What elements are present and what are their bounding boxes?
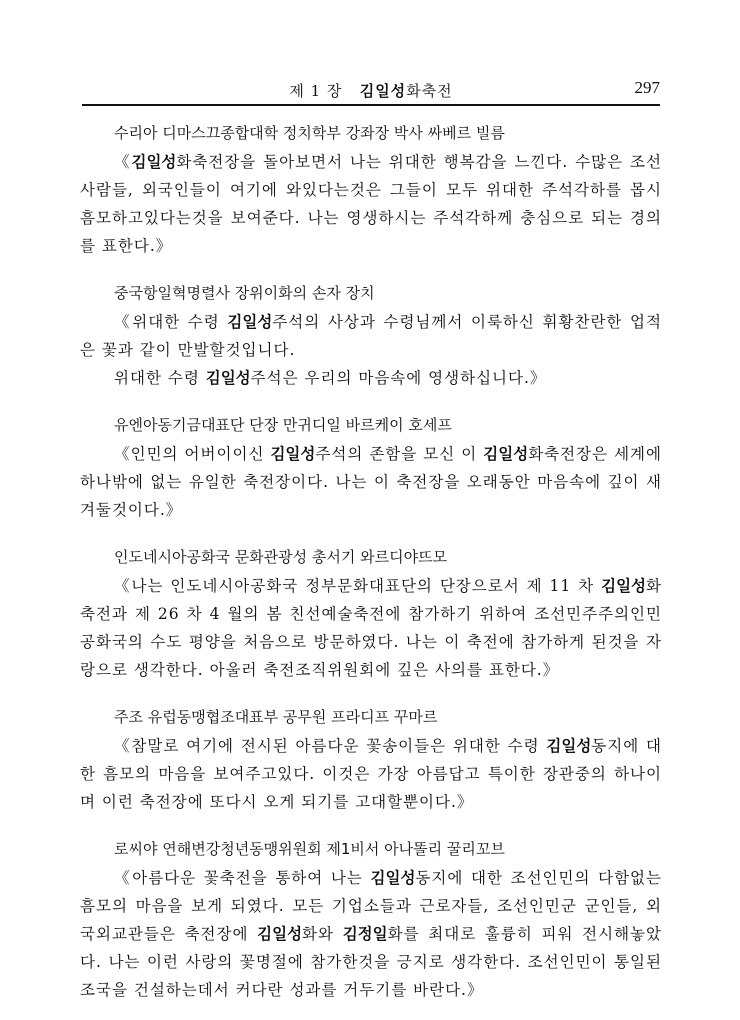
quote-text: 《참말로 여기에 전시된 아름다운 꽃송이들은 위대한 수령: [114, 737, 547, 755]
header-title-rest: 화축전: [406, 82, 453, 100]
quote-entry: [80, 542, 662, 684]
quote-text: 화축전장을 돌아보면서 나는 위대한 행복감을 느낀다. 수많은 조선사람들, 외국인들이 여기에 와있다는것은 그들이 모두 위대한 주석각하를 몹시 흠모하고있다는것을 보여준다. 나는 영생하시는 주석각하께 충심으로 되는 경의를 표한다.》: [80, 153, 662, 255]
quote-paragraph: [80, 440, 662, 524]
quote-text: 동지에 대한 흠모의 마음을 보여주고있다. 이것은 가장 아름답고 특이한 장관중의 하나이며 이런 축전장에 또다시 오게 되기를 고대할뿐이다.》: [80, 737, 662, 811]
emphasized-name: 김정일: [342, 925, 388, 943]
quote-text: 화축전과 제 26 차 4 월의 봄 친선예술축전에 참가하기 위하여 조선민주주의인민공화국의 수도 평양을 처음으로 방문하였다. 나는 이 축전에 참가하게 된것을 자랑으로 생각한다. 아울러 축전조직위원회에 깊은 사의를 표한다.》: [80, 577, 662, 679]
entry-spacer: [80, 392, 662, 410]
entry-spacer: [80, 816, 662, 834]
speaker-attribution: 중국항일혁명렬사 장위이화의 손자 장치: [114, 284, 375, 302]
quote-text: 주석은 우리의 마음속에 영생하십니다.》: [250, 369, 547, 387]
quote-text: 《나는 인도네시아공화국 정부문화대표단의 단장으로서 제 11 차: [114, 577, 602, 595]
emphasized-name: 김일성: [257, 925, 303, 943]
emphasized-name: 김일성: [546, 737, 592, 755]
header-title-bold: 김일성: [359, 82, 407, 100]
speaker-attribution: 인도네시아공화국 문화관광성 총서기 와르디야뜨모: [114, 548, 448, 566]
quote-text: 주석의 존함을 모신 이: [315, 445, 484, 463]
quote-text: 주석의 사상과 수령님께서 이룩하신 휘황찬란한 업적은 꽃과 같이 만발할것입니다.: [80, 313, 662, 359]
quote-entry: [80, 278, 662, 392]
quote-text: 화를 최대로 훌륭히 피워 전시해놓았다. 나는 이런 사랑의 꽃명절에 참가한것을 긍지로 생각한다. 조선인민이 통일된 조국을 건설하는데서 커다란 성과를 거두기를 바란다.》: [80, 925, 663, 999]
speaker-attribution: 주조 유럽동맹협조대표부 공무원 프라디프 꾸마르: [114, 708, 438, 726]
header-title: [82, 80, 660, 101]
quote-text: 화와: [302, 925, 343, 943]
document-body: [80, 118, 662, 1004]
emphasized-name: 김일성: [131, 153, 177, 171]
speaker-attribution: 수리아 디마스끄종합대학 정치학부 강좌장 박사 싸베르 빌름: [114, 124, 505, 142]
header-rule: [82, 104, 660, 106]
quote-text: 《: [114, 153, 132, 171]
quote-text: 화축전장은 세계에 하나밖에 없는 유일한 축전장이다. 나는 이 축전장을 오래동안 마음속에 깊이 새겨둘것이다.》: [80, 445, 663, 519]
entry-spacer: [80, 260, 662, 278]
quote-entry: [80, 118, 662, 260]
quote-paragraph: [80, 864, 662, 1004]
header-chapter: 제 1 장: [289, 82, 343, 100]
entry-spacer: [80, 684, 662, 702]
quote-text: 동지에 대한 조선인민의 다함없는 흠모의 마음을 보게 되였다. 모든 기업소들과 근로자들, 조선인민군 군인들, 외국외교관들은 축전장에: [80, 869, 663, 943]
quote-text: 위대한 수령: [114, 369, 206, 387]
speaker-attribution: 로씨야 연해변강청년동맹위원회 제1비서 아나똘리 꿀리꼬브: [114, 840, 505, 858]
quote-paragraph: [80, 572, 662, 684]
quote-text: 《아름다운 꽃축전을 통하여 나는: [114, 869, 371, 887]
quote-text: 《인민의 어버이이신: [114, 445, 271, 463]
emphasized-name: 김일성: [227, 313, 273, 331]
emphasized-name: 김일성: [205, 369, 251, 387]
quote-entry: [80, 410, 662, 524]
page-number: 297: [634, 78, 660, 97]
quote-paragraph: [80, 148, 662, 260]
entry-spacer: [80, 524, 662, 542]
quote-paragraph: [80, 732, 662, 816]
emphasized-name: 김일성: [370, 869, 416, 887]
quote-entry: [80, 702, 662, 816]
emphasized-name: 김일성: [601, 577, 647, 595]
emphasized-name: 김일성: [483, 445, 529, 463]
speaker-attribution: 유엔아동기금대표단 단장 만귀디일 바르케이 호세프: [114, 416, 452, 434]
quote-paragraph: [80, 364, 662, 392]
emphasized-name: 김일성: [270, 445, 316, 463]
running-header: [82, 80, 660, 104]
quote-text: 《위대한 수령: [114, 313, 228, 331]
quote-entry: [80, 834, 662, 1004]
quote-paragraph: [80, 308, 662, 364]
